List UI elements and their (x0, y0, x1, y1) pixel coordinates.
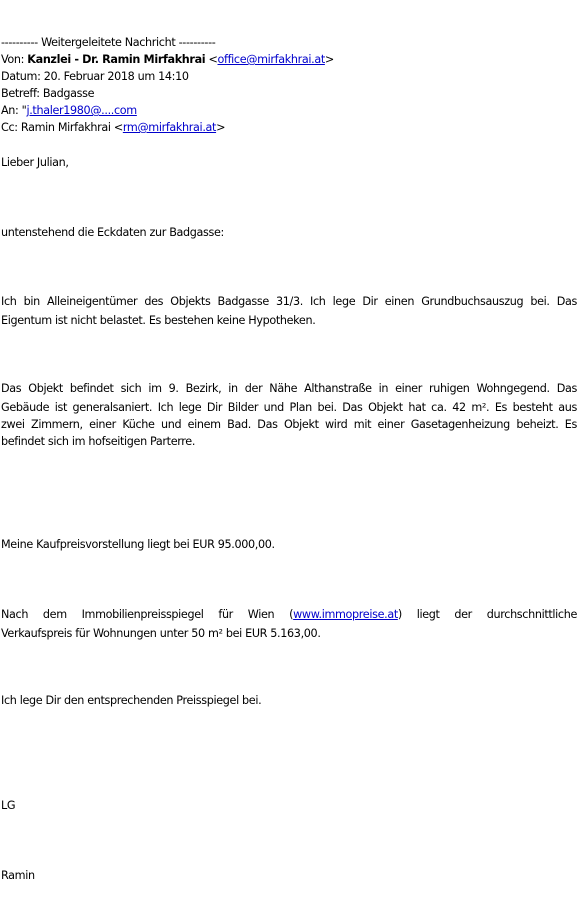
date-line: Datum: 20. Februar 2018 um 14:10 (1, 70, 189, 83)
index-text-before: Nach dem Immobilienpreisspiegel für Wien ( (1, 608, 294, 621)
index-text-after: ) liegt der durchschnittliche (397, 608, 577, 621)
immopreise-link[interactable]: www.immopreise.at (293, 608, 398, 621)
closing: LG (1, 799, 16, 812)
subject-line: Betreff: Badgasse (1, 87, 95, 100)
from-bracket-close: > (324, 53, 334, 66)
object-line-2: Gebäude ist generalsaniert. Ich lege Dir Bilder und Plan bei. Das Objekt hat ca. 42 m². Es besteht aus (1, 401, 577, 414)
attachment-paragraph: Ich lege Dir den entsprechenden Preisspiegel bei. (1, 694, 262, 707)
index-line-2: Verkaufspreis für Wohnungen unter 50 m² bei EUR 5.163,00. (1, 627, 321, 640)
cc-email-link[interactable]: rm@mirfakhrai.at (122, 121, 217, 134)
intro-paragraph: untenstehend die Eckdaten zur Badgasse: (1, 226, 224, 239)
sender-email-link[interactable]: office@mirfakhrai.at (217, 53, 325, 66)
sender-name: Kanzlei - Dr. Ramin Mirfakhrai (27, 53, 206, 66)
forwarded-message-header: ---------- Weitergeleitete Nachricht ---------- (1, 36, 216, 49)
recipient-email-link[interactable]: j.thaler1980@....com (26, 104, 137, 117)
cc-label: Cc: Ramin Mirfakhrai < (1, 121, 123, 134)
signature: Ramin (1, 869, 35, 882)
ownership-line-2: Eigentum ist nicht belastet. Es bestehen keine Hypotheken. (1, 314, 316, 327)
object-line-4: befindet sich im hofseitigen Parterre. (1, 435, 196, 448)
greeting: Lieber Julian, (1, 156, 69, 169)
to-label: An: " (1, 104, 27, 117)
cc-bracket-close: > (216, 121, 226, 134)
object-line-3: zwei Zimmern, einer Küche und einem Bad. Das Objekt wird mit einer Gasetagenheizung beheizt. Es (1, 418, 577, 431)
from-label: Von: (1, 53, 28, 66)
index-line-1 (1, 605, 577, 624)
to-line (1, 104, 137, 118)
from-bracket-open: < (205, 53, 218, 66)
from-line (1, 53, 334, 67)
cc-line (1, 121, 225, 135)
price-paragraph: Meine Kaufpreisvorstellung liegt bei EUR 95.000,00. (1, 538, 275, 551)
ownership-line-1: Ich bin Alleineigentümer des Objekts Badgasse 31/3. Ich lege Dir einen Grundbuchsauszug bei. Das (1, 295, 577, 308)
object-line-1: Das Objekt befindet sich im 9. Bezirk, in der Nähe Althanstraße in einer ruhigen Wohngegend. Das (1, 382, 577, 395)
